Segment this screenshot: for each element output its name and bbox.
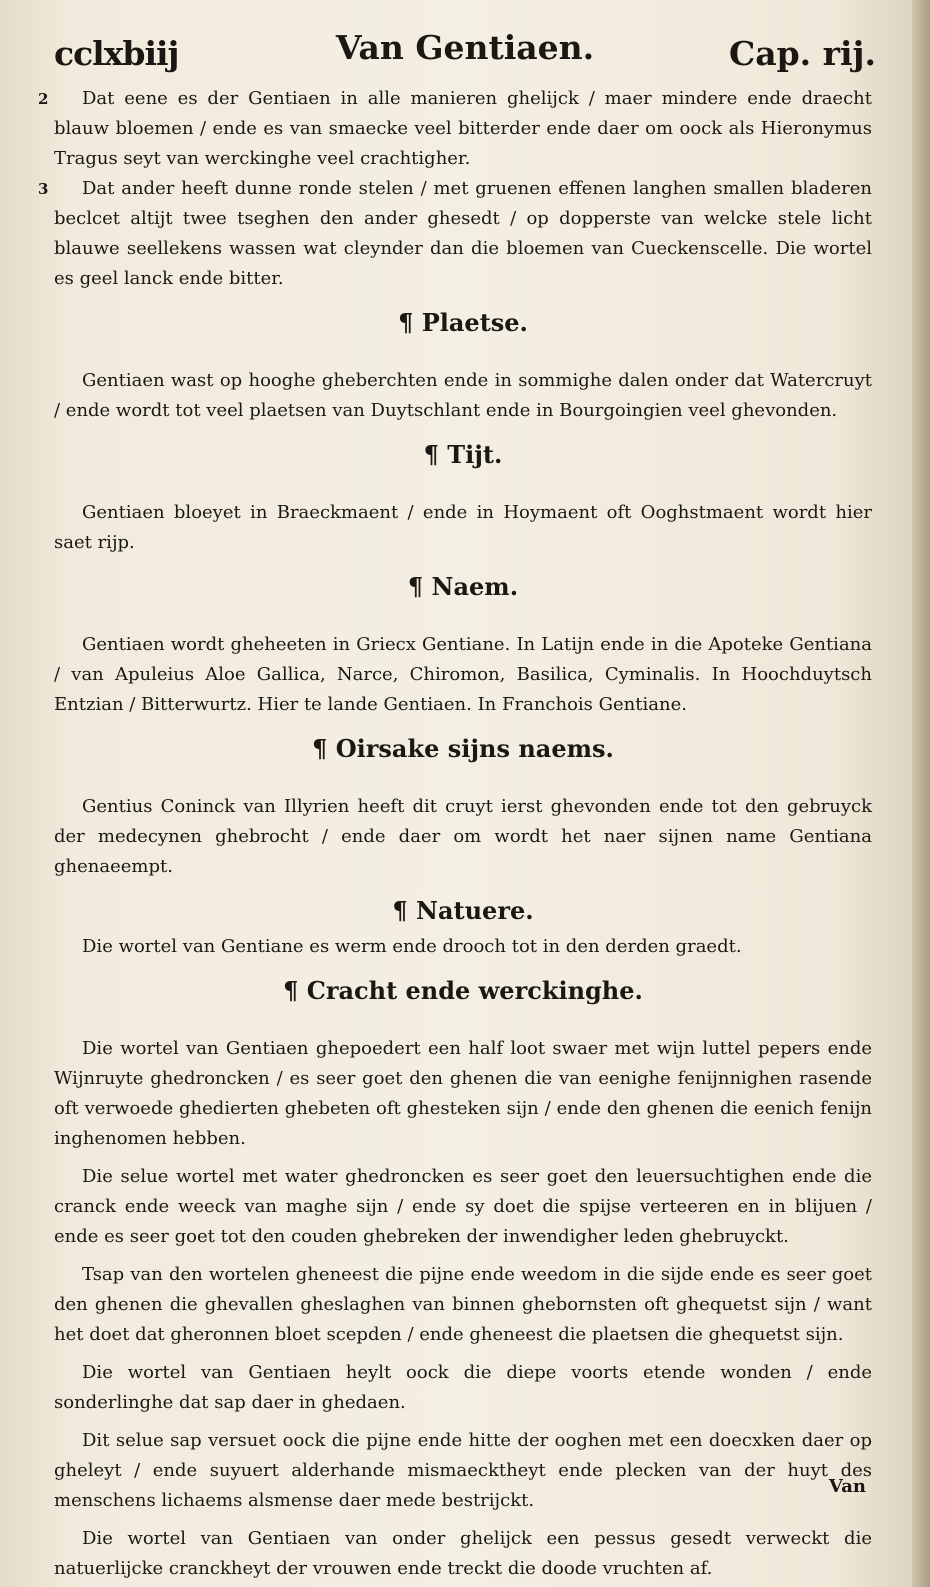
paragraph-text: Dat ander heeft dunne ronde stelen / met gruenen effenen langhen smallen bladeren beclcet altijt twee tseghen den ander ghesedt / op dopperste van welcke stele licht blauwe seellekens wassen wat cleynder dan die bloemen van Cueckenscelle. Die wortel es geel lanck ende bitter. bbox=[54, 178, 872, 289]
section-heading-oirsake: ¶ Oirsake sijns naems. bbox=[312, 734, 614, 763]
section-heading-cracht: ¶ Cracht ende werckinghe. bbox=[283, 976, 643, 1005]
numbered-paragraph bbox=[38, 174, 872, 294]
section-heading-naem: ¶ Naem. bbox=[407, 572, 519, 601]
paragraph-number: 2 bbox=[38, 90, 49, 108]
paragraph-naem: Gentiaen wordt gheheeten in Griecx Gentiane. In Latijn ende in die Apoteke Gentiana / van Apuleius Aloe Gallica, Narce, Chiromon, Basilica, Cyminalis. In Hoochduytsch Entzian / Bitterwurtz. Hier te lande Gentiaen. In Franchois Gentiane. bbox=[54, 634, 872, 715]
paragraph-cracht-4: Die wortel van Gentiaen heylt oock die diepe voorts etende wonden / ende sonderlinghe dat sap daer in ghedaen. bbox=[54, 1362, 872, 1413]
paragraph-plaetse: Gentiaen wast op hooghe gheberchten ende in sommighe dalen onder dat Watercruyt / ende wordt tot veel plaetsen van Duytschlant ende in Bourgoingien veel ghevonden. bbox=[54, 370, 872, 421]
paragraph-oirsake: Gentius Coninck van Illyrien heeft dit cruyt ierst ghevonden ende tot den gebruyck der medecynen ghebrocht / ende daer om wordt het naer sijnen name Gentiana ghenaeempt. bbox=[54, 796, 872, 877]
paragraph-cracht-3: Tsap van den wortelen gheneest die pijne ende weedom in die sijde ende es seer goet den ghenen die ghevallen gheslaghen van binnen ghebornsten oft ghequetst sijn / want het doet dat gheronnen bloet scepden / ende gheneest die plaetsen die ghequetst sijn. bbox=[54, 1264, 872, 1345]
paragraph-tyt: Gentiaen bloeyet in Braeckmaent / ende in Hoymaent oft Ooghstmaent wordt hier saet rijp. bbox=[54, 502, 872, 553]
section-heading-tyt: ¶ Tijt. bbox=[423, 440, 503, 469]
paragraph-cracht-2: Die selue wortel met water ghedroncken es seer goet den leuersuchtighen ende die cranck ende weeck van maghe sijn / ende sy doet die spijse verteeren en in blijuen / ende es seer goet tot den couden ghebreken der inwendigher leden ghebruyckt. bbox=[54, 1166, 872, 1247]
page-edge bbox=[912, 0, 930, 1587]
running-header bbox=[54, 26, 876, 80]
section-heading-natuere: ¶ Natuere. bbox=[392, 896, 534, 925]
section-heading-plaetse: ¶ Plaetse. bbox=[398, 308, 528, 337]
paragraph-number: 3 bbox=[38, 180, 49, 198]
numbered-paragraph bbox=[38, 84, 872, 174]
catchword: Van bbox=[828, 1476, 866, 1497]
paragraph-cracht-6: Die wortel van Gentiaen van onder ghelijck een pessus gesedt verweckt die natuerlijcke cranckheyt der vrouwen ende treckt die doode vruchten af. bbox=[54, 1528, 872, 1579]
page-title: Van Gentiaen. bbox=[335, 28, 595, 67]
chapter-number: Cap. rij. bbox=[728, 34, 876, 73]
paragraph-cracht-1: Die wortel van Gentiaen ghepoedert een half loot swaer met wijn luttel pepers ende Wijnruyte ghedroncken / es seer goet den ghenen die van eenighe fenijnnighen rasende oft verwoede ghedierten ghebeten oft ghesteken sijn / ende den ghenen die eenich fenijn inghenomen hebben. bbox=[54, 1038, 872, 1149]
paragraph-cracht-5: Dit selue sap versuet oock die pijne ende hitte der ooghen met een doecxken daer op gheleyt / ende suyuert alderhande mismaecktheyt ende plecken van der huyt des menschens lichaems alsmense daer mede bestrijckt. bbox=[54, 1430, 872, 1511]
page-body bbox=[38, 84, 872, 1584]
paragraph-text: Dat eene es der Gentiaen in alle manieren ghelijck / maer mindere ende draecht blauw bloemen / ende es van smaecke veel bitterder ende daer om oock als Hieronymus Tragus seyt van werckinghe veel crachtigher. bbox=[54, 88, 872, 169]
folio-number: cclxbiij bbox=[54, 34, 179, 73]
paragraph-natuere: Die wortel van Gentiane es werm ende drooch tot in den derden graedt. bbox=[82, 936, 742, 957]
